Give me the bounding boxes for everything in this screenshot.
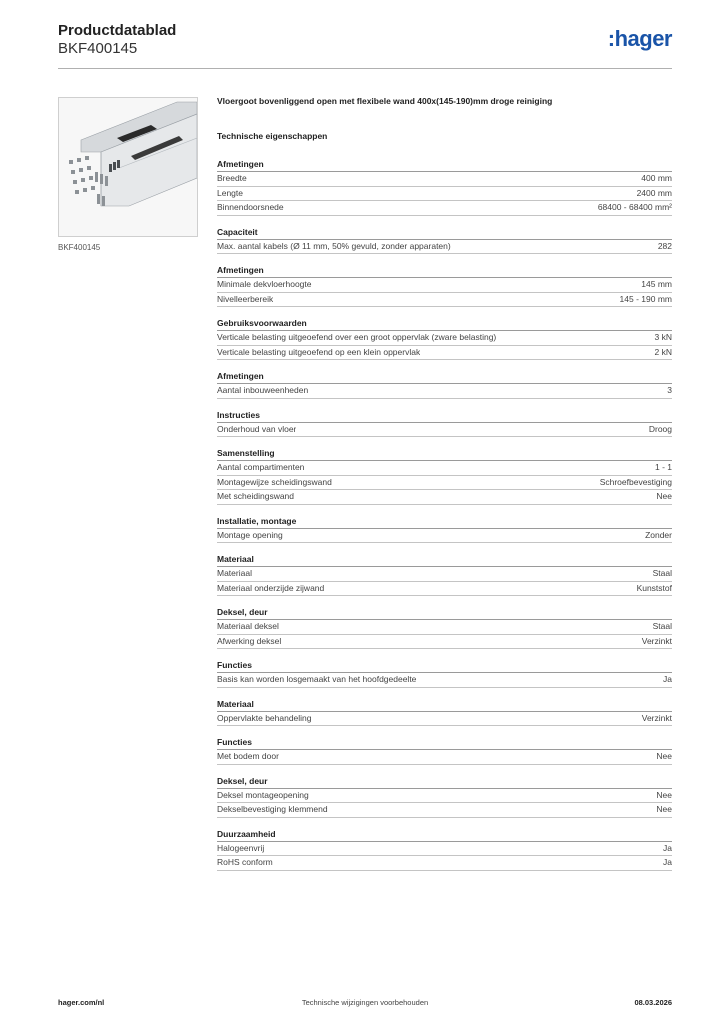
spec-group: [217, 318, 672, 360]
spec-label: Aantal inbouweenheden: [217, 385, 309, 395]
spec-label: Montage opening: [217, 529, 283, 540]
spec-group: [217, 660, 672, 688]
spec-group-title: Afmetingen: [217, 265, 672, 278]
spec-content: [217, 96, 672, 882]
footer-disclaimer: Technische wijzigingen voorbehouden: [301, 998, 429, 1007]
spec-value: Kunststof: [636, 582, 672, 593]
spec-value: Ja: [663, 857, 672, 867]
spec-group-title: Functies: [217, 660, 672, 673]
spec-row: [217, 278, 672, 293]
spec-label: Afwerking deksel: [217, 635, 282, 646]
spec-label: Montagewijze scheidingswand: [217, 476, 332, 487]
spec-value: Nee: [656, 789, 672, 800]
spec-group-title: Installatie, montage: [217, 516, 672, 529]
spec-label: Binnendoorsnede: [217, 202, 284, 212]
spec-row: [217, 331, 672, 346]
spec-group-title: Afmetingen: [217, 371, 672, 384]
spec-label: Met bodem door: [217, 751, 279, 761]
spec-row: [217, 172, 672, 187]
spec-group: [217, 159, 672, 216]
spec-value: 3 kN: [654, 332, 672, 342]
spec-label: Breedte: [217, 173, 247, 183]
spec-row: [217, 803, 672, 818]
spec-value: 3: [667, 385, 672, 395]
page-title: Productdatablad: [58, 22, 177, 39]
spec-group-title: Samenstelling: [217, 448, 672, 461]
page-header: [58, 22, 672, 72]
product-image: [58, 97, 198, 237]
spec-group: [217, 410, 672, 438]
spec-group-title: Materiaal: [217, 699, 672, 712]
spec-row: [217, 461, 672, 476]
spec-row: [217, 789, 672, 804]
spec-label: Basis kan worden losgemaakt van het hoofdgedeelte: [217, 674, 417, 684]
spec-value: 2400 mm: [636, 187, 672, 198]
spec-value: Staal: [652, 621, 672, 631]
spec-label: Materiaal onderzijde zijwand: [217, 582, 325, 593]
spec-label: Verticale belasting uitgeoefend op een klein oppervlak: [217, 346, 421, 357]
spec-value: Zonder: [645, 529, 672, 540]
spec-label: Minimale dekvloerhoogte: [217, 279, 312, 289]
spec-label: Halogeenvrij: [217, 842, 265, 853]
spec-row: [217, 490, 672, 505]
spec-group: [217, 607, 672, 649]
spec-value: Ja: [663, 842, 672, 853]
footer-date: 08.03.2026: [634, 998, 672, 1007]
spec-value: Nee: [656, 804, 672, 814]
spec-value: 145 - 190 mm: [619, 293, 672, 304]
spec-value: 400 mm: [641, 173, 672, 183]
hager-logo: :hager: [607, 26, 672, 51]
spec-group-title: Duurzaamheid: [217, 829, 672, 842]
spec-row: [217, 346, 672, 361]
spec-row: [217, 712, 672, 727]
spec-value: 2 kN: [654, 346, 672, 357]
spec-groups: [217, 159, 672, 871]
spec-label: RoHS conform: [217, 857, 273, 867]
spec-value: 1 - 1: [654, 462, 672, 472]
spec-group-title: Afmetingen: [217, 159, 672, 172]
spec-value: Verzinkt: [641, 635, 672, 646]
spec-row: [217, 423, 672, 438]
spec-value: Verzinkt: [641, 712, 672, 723]
header-divider: [58, 68, 672, 69]
spec-value: Ja: [663, 674, 672, 684]
spec-value: Nee: [656, 491, 672, 501]
spec-value: Schroefbevestiging: [599, 476, 672, 487]
spec-label: Met scheidingswand: [217, 491, 295, 501]
spec-group-title: Functies: [217, 737, 672, 750]
spec-group-title: Materiaal: [217, 554, 672, 567]
spec-group: [217, 737, 672, 765]
spec-label: Deksel montageopening: [217, 789, 309, 800]
spec-group-title: Deksel, deur: [217, 607, 672, 620]
spec-row: [217, 856, 672, 871]
spec-value: 282: [657, 240, 672, 251]
spec-row: [217, 529, 672, 544]
product-code: BKF400145: [58, 40, 138, 57]
spec-row: [217, 842, 672, 857]
spec-group: [217, 829, 672, 871]
spec-row: [217, 582, 672, 597]
spec-group-title: Gebruiksvoorwaarden: [217, 318, 672, 331]
spec-value: Staal: [652, 568, 672, 578]
spec-row: [217, 187, 672, 202]
spec-value: Droog: [648, 423, 672, 434]
spec-group: [217, 227, 672, 255]
spec-group-title: Instructies: [217, 410, 672, 423]
spec-label: Verticale belasting uitgeoefend over een groot oppervlak (zware belasting): [217, 332, 497, 342]
floor-duct-illustration: [59, 98, 197, 236]
spec-label: Dekselbevestiging klemmend: [217, 804, 328, 814]
spec-group: [217, 699, 672, 727]
spec-row: [217, 567, 672, 582]
product-description: Vloergoot bovenliggend open met flexibele wand 400x(145-190)mm droge reiniging: [217, 96, 553, 106]
spec-label: Materiaal: [217, 568, 252, 578]
spec-value: 68400 - 68400 mm²: [597, 202, 672, 212]
spec-group: [217, 554, 672, 596]
spec-label: Oppervlakte behandeling: [217, 712, 312, 723]
spec-group: [217, 448, 672, 505]
footer-website: hager.com/nl: [58, 998, 105, 1007]
spec-row: [217, 635, 672, 650]
spec-label: Nivelleerbereik: [217, 293, 274, 304]
spec-value: 145 mm: [641, 279, 672, 289]
spec-label: Onderhoud van vloer: [217, 423, 297, 434]
tech-section-title: Technische eigenschappen: [217, 131, 328, 141]
spec-group: [217, 516, 672, 544]
image-caption: BKF400145: [58, 243, 101, 252]
spec-label: Materiaal deksel: [217, 621, 279, 631]
spec-group-title: Capaciteit: [217, 227, 672, 240]
spec-group-title: Deksel, deur: [217, 776, 672, 789]
spec-row: [217, 620, 672, 635]
spec-row: [217, 750, 672, 765]
spec-row: [217, 673, 672, 688]
spec-value: Nee: [656, 751, 672, 761]
spec-group: [217, 776, 672, 818]
spec-label: Max. aantal kabels (Ø 11 mm, 50% gevuld, zonder apparaten): [217, 240, 451, 251]
spec-row: [217, 384, 672, 399]
spec-label: Aantal compartimenten: [217, 462, 305, 472]
spec-row: [217, 201, 672, 216]
spec-group: [217, 265, 672, 307]
spec-row: [217, 476, 672, 491]
spec-row: [217, 293, 672, 308]
spec-row: [217, 240, 672, 255]
spec-group: [217, 371, 672, 399]
spec-label: Lengte: [217, 187, 243, 198]
